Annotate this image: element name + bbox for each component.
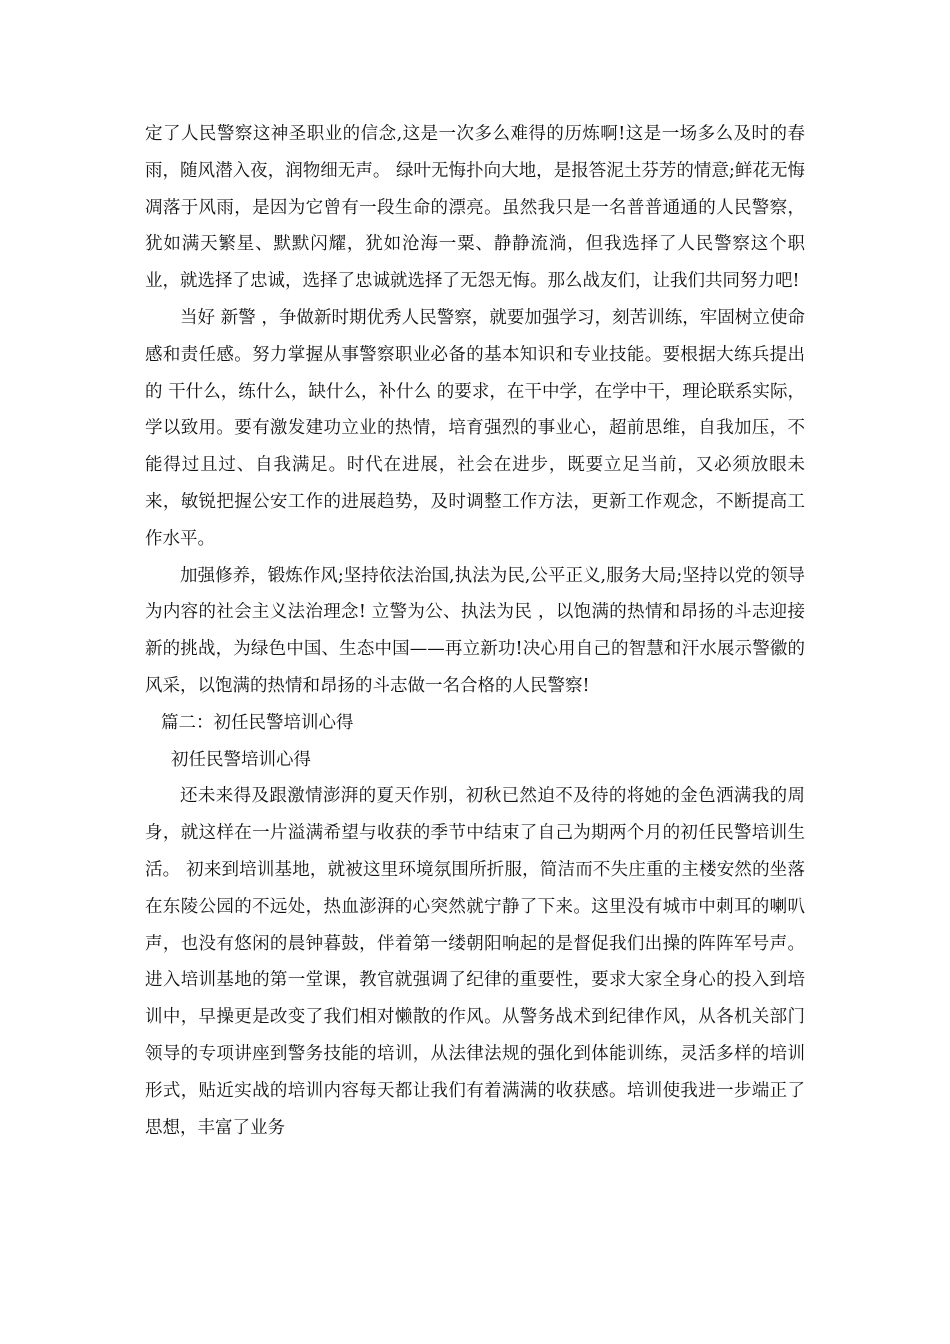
section-heading: 篇二：初任民警培训心得 xyxy=(161,712,354,733)
section-subtitle: 初任民警培训心得 xyxy=(171,749,311,770)
paragraph-training: 还未来得及跟激情澎湃的夏天作别，初秋已然迫不及待的将她的金色洒满我的周身，就这样在一片溢满希望与收获的季节中结束了自己为期两个月的初任民警培训生活。 初来到培训基地，就被这里环境氛围所折服，简洁而不失庄重的主楼安然的坐落在东陵公园的不远处，热血澎湃的心突然就宁静了下来。这里没有城市中刺耳的喇叭声，也没有悠闲的晨钟暮鼓，伴着第一缕朝阳响起的是督促我们出操的阵阵军号声。进入培训基地的第一堂课，教官就强调了纪律的重要性，要求大家全身心的投入到培训中，早操更是改变了我们相对懒散的作风。从警务战术到纪律作风，从各机关部门领导的专项讲座到警务技能的培训，从法律法规的强化到体能训练，灵活多样的培训形式，贴近实战的培训内容每天都让我们有着满满的收获感。培训使我进一步端正了思想，丰富了业务 xyxy=(145,786,805,1138)
paragraph-new-police: 当好 新警 ，争做新时期优秀人民警察，就要加强学习，刻苦训练，牢固树立使命感和责任感。努力掌握从事警察职业必备的基本知识和专业技能。要根据大练兵提出的 干什么，练什么，缺什么，补什么 的要求，在干中学，在学中干，理论联系实际，学以致用。要有激发建功立业的热情，培育强烈的事业心，超前思维，自我加压，不能得过且过、自我满足。时代在进展，社会在进步，既要立足当前，又必须放眼未来，敏锐把握公安工作的进展趋势，及时调整工作方法，更新工作观念，不断提高工作水平。 xyxy=(145,307,805,549)
paragraph-cultivation: 加强修养，锻炼作风;坚持依法治国,执法为民,公平正义,服务大局;坚持以党的领导为内容的社会主义法治理念! 立警为公、执法为民 ，以饱满的热情和昂扬的斗志迎接新的挑战，为绿色中国、生态中国——再立新功!决心用自己的智慧和汗水展示警徽的风采，以饱满的热情和昂扬的斗志做一名合格的人民警察! xyxy=(145,565,805,696)
paragraph-continuation: 定了人民警察这神圣职业的信念,这是一次多么难得的历炼啊!这是一场多么及时的春雨，随风潜入夜，润物细无声。 绿叶无悔扑向大地，是报答泥土芬芳的情意;鲜花无悔凋落于风雨，是因为它曾有一段生命的漂亮。虽然我只是一名普普通通的人民警察，犹如满天繁星、默默闪耀，犹如沧海一粟、静静流淌，但我选择了人民警察这个职业，就选择了忠诚，选择了忠诚就选择了无怨无悔。那么战友们，让我们共同努力吧! xyxy=(145,124,805,292)
document-body xyxy=(145,116,805,1146)
